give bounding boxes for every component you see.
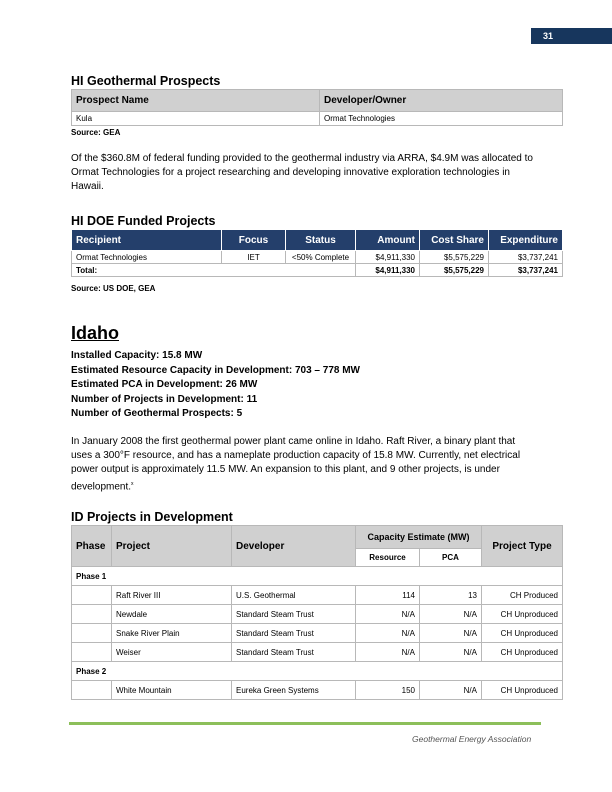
cell-pca: N/A [420,605,482,624]
cell-pca: N/A [420,624,482,643]
table-row [72,251,563,264]
cell-type: CH Produced [482,586,563,605]
cell-project: Snake River Plain [112,624,232,643]
hi-prospects-table [71,89,563,126]
stat-pca: Estimated PCA in Development: 26 MW [71,379,258,390]
table-row [72,586,563,605]
cell-project: White Mountain [112,681,232,700]
hi-prospects-source: Source: GEA [71,128,121,137]
cell-empty [72,643,112,662]
cell-developer: U.S. Geothermal [232,586,356,605]
header-amount: Amount [356,230,420,251]
cell-prospect: Kula [72,112,320,126]
header-developer: Developer [232,526,356,567]
hi-prospects-title: HI Geothermal Prospects [71,74,221,88]
header-capacity-estimate: Capacity Estimate (MW) [356,526,482,549]
total-cost-share: $5,575,229 [420,264,489,277]
cell-project: Weiser [112,643,232,662]
table-row [72,605,563,624]
header-prospect-name: Prospect Name [72,90,320,112]
header-focus: Focus [222,230,286,251]
cell-empty [72,605,112,624]
header-phase: Phase [72,526,112,567]
table-row [72,624,563,643]
table-row [72,112,563,126]
cell-cost-share: $5,575,229 [420,251,489,264]
header-expenditure: Expenditure [489,230,563,251]
hi-doe-source: Source: US DOE, GEA [71,284,156,293]
id-projects-title: ID Projects in Development [71,510,233,524]
cell-resource: 150 [356,681,420,700]
cell-developer: Standard Steam Trust [232,624,356,643]
cell-project: Raft River III [112,586,232,605]
total-row [72,264,563,277]
cell-resource: N/A [356,624,420,643]
phase-2-row [72,662,563,681]
cell-resource: N/A [356,643,420,662]
id-projects-table [71,525,563,700]
table-row [72,681,563,700]
cell-recipient: Ormat Technologies [72,251,222,264]
cell-empty [72,586,112,605]
hi-doe-title: HI DOE Funded Projects [71,214,216,228]
cell-empty [72,681,112,700]
cell-developer: Eureka Green Systems [232,681,356,700]
cell-pca: 13 [420,586,482,605]
total-label: Total: [72,264,356,277]
table-row [72,643,563,662]
cell-type: CH Unproduced [482,643,563,662]
total-expenditure: $3,737,241 [489,264,563,277]
cell-expenditure: $3,737,241 [489,251,563,264]
header-recipient: Recipient [72,230,222,251]
cell-type: CH Unproduced [482,681,563,700]
stat-installed-capacity: Installed Capacity: 15.8 MW [71,350,203,361]
phase-1-row [72,567,563,586]
header-project-type: Project Type [482,526,563,567]
total-amount: $4,911,330 [356,264,420,277]
cell-pca: N/A [420,681,482,700]
cell-type: CH Unproduced [482,624,563,643]
header-resource: Resource [356,549,420,567]
cell-project: Newdale [112,605,232,624]
cell-developer: Standard Steam Trust [232,605,356,624]
cell-focus: IET [222,251,286,264]
footnote-mark: x [131,481,134,487]
idaho-paragraph-text: In January 2008 the first geothermal power plant came online in Idaho. Raft River, a binary plant that uses a 300°F resource, and has a nameplate production capacity of 15.8 MW. Currently, net electrical power output is approximately 11.5 MW. An expansion to this plant, and 9 other projects, is under development. [71,436,521,493]
header-developer-owner: Developer/Owner [320,90,563,112]
idaho-paragraph [71,435,533,494]
header-project: Project [112,526,232,567]
page-number-bar [531,28,612,44]
phase-1-label: Phase 1 [72,567,563,586]
cell-pca: N/A [420,643,482,662]
cell-empty [72,624,112,643]
cell-resource: N/A [356,605,420,624]
hi-doe-table [71,229,563,277]
phase-2-label: Phase 2 [72,662,563,681]
header-cost-share: Cost Share [420,230,489,251]
footer-divider [69,722,541,725]
cell-resource: 114 [356,586,420,605]
idaho-heading: Idaho [71,323,119,343]
header-pca: PCA [420,549,482,567]
cell-developer: Standard Steam Trust [232,643,356,662]
cell-developer: Ormat Technologies [320,112,563,126]
cell-amount: $4,911,330 [356,251,420,264]
stat-resource-capacity: Estimated Resource Capacity in Development: 703 – 778 MW [71,364,360,376]
header-status: Status [286,230,356,251]
stat-prospects-count: Number of Geothermal Prospects: 5 [71,408,243,419]
stat-projects-count: Number of Projects in Development: 11 [71,393,258,405]
cell-status: <50% Complete [286,251,356,264]
page-number: 31 [543,31,554,41]
hi-funding-paragraph: Of the $360.8M of federal funding provided to the geothermal industry via ARRA, $4.9M was allocated to Ormat Technologies for a project researching and developing innovative exploration technologies in Hawaii. [71,153,533,192]
idaho-stats [71,349,360,422]
cell-type: CH Unproduced [482,605,563,624]
footer-text: Geothermal Energy Association [412,734,532,744]
